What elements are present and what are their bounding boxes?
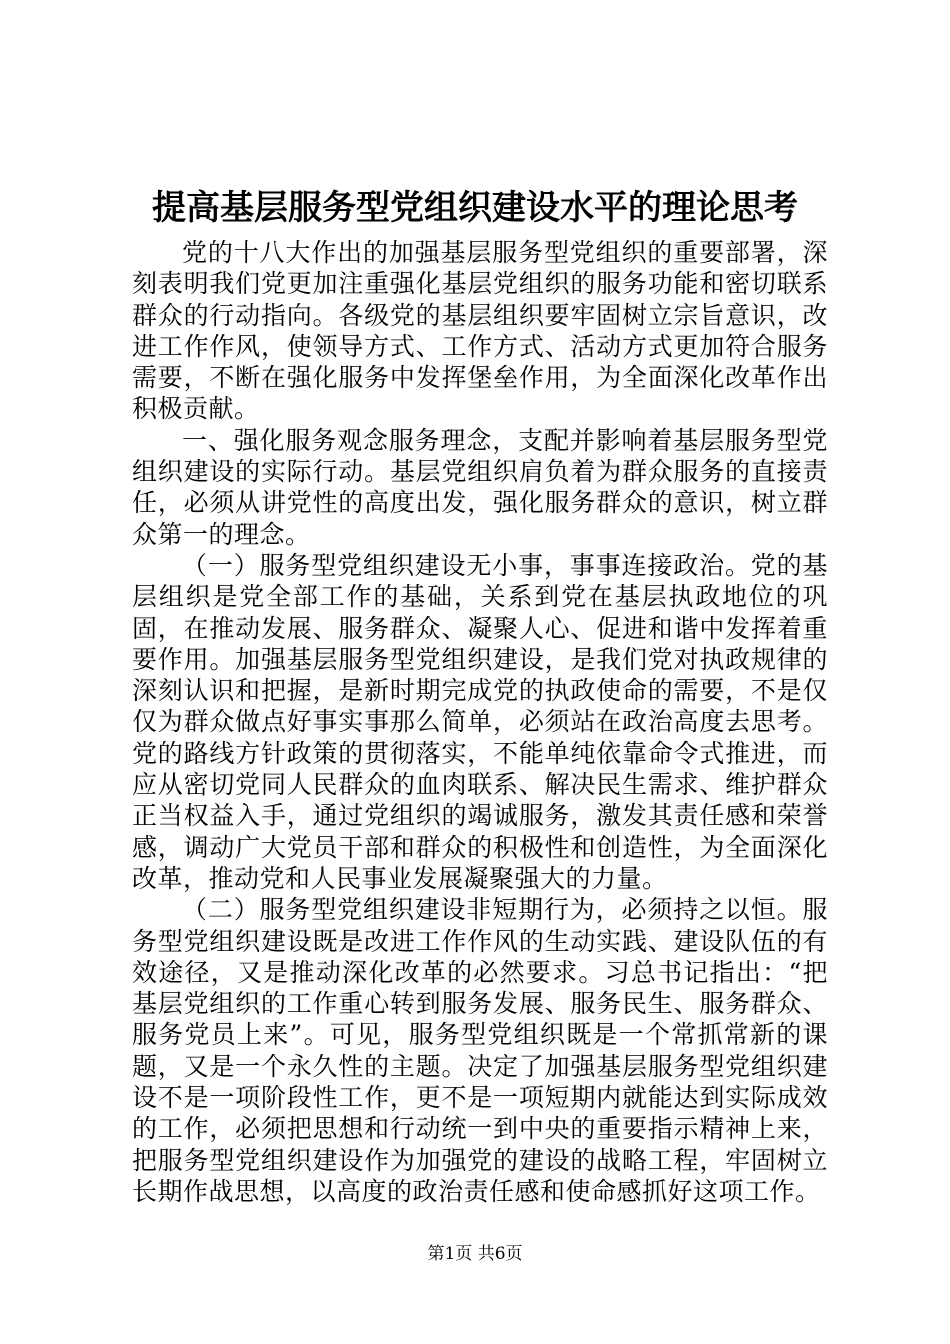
- document-body: [132, 237, 828, 1207]
- paragraph-section-1: 一、强化服务观念服务理念，支配并影响着基层服务型党组织建设的实际行动。基层党组织肩负着为群众服务的直接责任，必须从讲党性的高度出发，强化服务群众的意识，树立群众第一的理念。: [132, 425, 828, 549]
- page-footer: 第1页 共6页: [427, 1244, 523, 1264]
- document-title: 提高基层服务型党组织建设水平的理论思考: [152, 188, 798, 228]
- paragraph-intro: 党的十八大作出的加强基层服务型党组织的重要部署，深刻表明我们党更加注重强化基层党组织的服务功能和密切联系群众的行动指向。各级党的基层组织要牢固树立宗旨意识，改进工作作风，使领导方式、工作方式、活动方式更加符合服务需要，不断在强化服务中发挥堡垒作用，为全面深化改革作出积极贡献。: [132, 238, 828, 424]
- paragraph-subsection-2: （二）服务型党组织建设非短期行为，必须持之以恒。服务型党组织建设既是改进工作作风的生动实践、建设队伍的有效途径，又是推动深化改革的必然要求。习总书记指出：“把基层党组织的工作重心转到服务发展、服务民生、服务群众、服务党员上来”。可见，服务型党组织既是一个常抓常新的课题，又是一个永久性的主题。决定了加强基层服务型党组织建设不是一项阶段性工作，更不是一项短期内就能达到实际成效的工作，必须把思想和行动统一到中央的重要指示精神上来，把服务型党组织建设作为加强党的建设的战略工程，牢固树立长期作战思想，以高度的政治责任感和使命感抓好这项工作。: [132, 895, 828, 1206]
- paragraph-subsection-1: （一）服务型党组织建设无小事，事事连接政治。党的基层组织是党全部工作的基础，关系到党在基层执政地位的巩固，在推动发展、服务群众、凝聚人心、促进和谐中发挥着重要作用。加强基层服务型党组织建设，是我们党对执政规律的深刻认识和把握，是新时期完成党的执政使命的需要，不是仅仅为群众做点好事实事那么简单，必须站在政治高度去思考。党的路线方针政策的贯彻落实，不能单纯依靠命令式推进，而应从密切党同人民群众的血肉联系、解决民生需求、维护群众正当权益入手，通过党组织的竭诚服务，激发其责任感和荣誉感，调动广大党员干部和群众的积极性和创造性，为全面深化改革，推动党和人民事业发展凝聚强大的力量。: [132, 550, 828, 893]
